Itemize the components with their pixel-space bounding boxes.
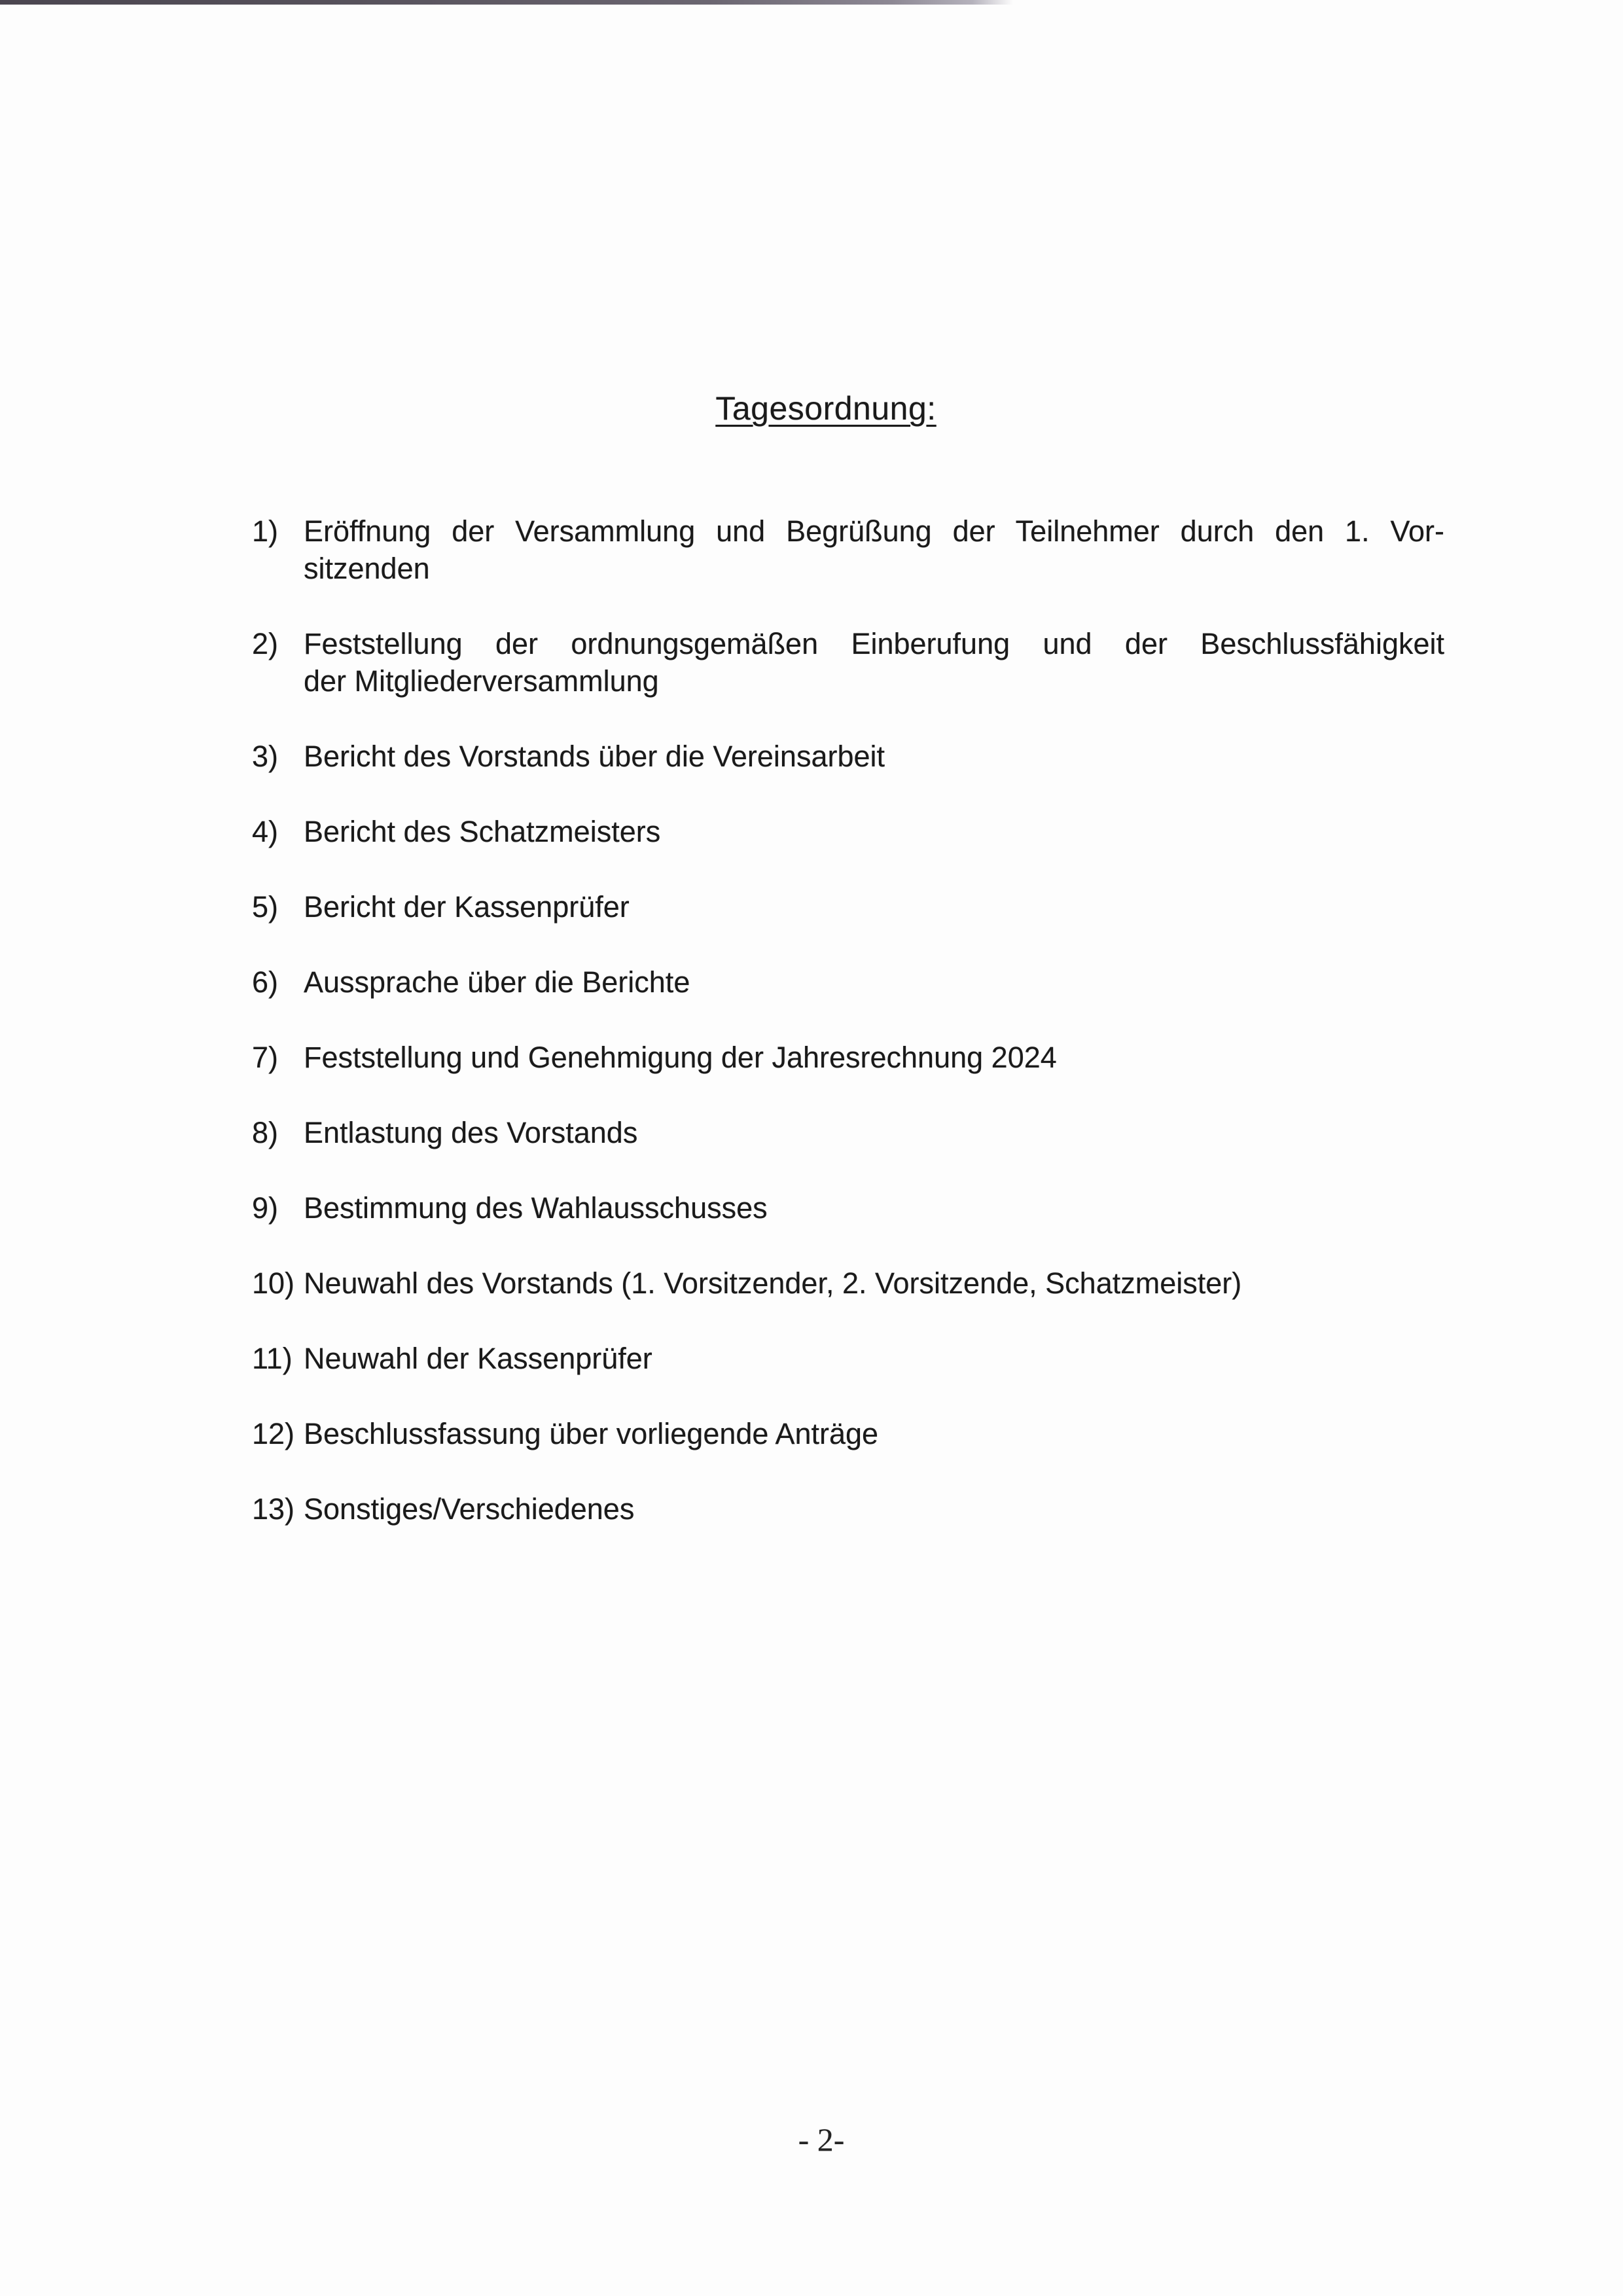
agenda-item <box>252 738 1444 775</box>
agenda-item-line: Entlastung des Vorstands <box>304 1116 638 1149</box>
agenda-item-line: der Mitgliederversammlung <box>304 664 659 698</box>
agenda-item-text <box>304 1265 1444 1302</box>
agenda-item-text <box>304 1340 1444 1377</box>
agenda-item-line: Aussprache über die Berichte <box>304 965 690 999</box>
agenda-item-text <box>304 1189 1444 1227</box>
agenda-item-line: Bericht der Kassenprüfer <box>304 890 630 924</box>
agenda-item-text <box>304 888 1444 925</box>
agenda-item-text <box>304 1415 1444 1452</box>
agenda-item-text <box>304 1039 1444 1076</box>
agenda-item-line: Feststellung und Genehmigung der Jahresrechnung 2024 <box>304 1041 1057 1074</box>
agenda-item-line: Neuwahl des Vorstands (1. Vorsitzender, 2. Vorsitzende, Schatzmeister) <box>304 1266 1242 1300</box>
agenda-item-number: 13) <box>252 1492 295 1526</box>
agenda-item-number: 11) <box>252 1342 293 1375</box>
page-number: - 2- <box>798 2121 845 2158</box>
agenda-list <box>252 512 1444 1566</box>
agenda-item <box>252 1490 1444 1528</box>
agenda-item-number: 1) <box>252 514 279 548</box>
agenda-item-number: 4) <box>252 815 279 848</box>
agenda-item <box>252 963 1444 1001</box>
agenda-item-line: Neuwahl der Kassenprüfer <box>304 1342 652 1375</box>
agenda-item <box>252 1415 1444 1452</box>
agenda-item-number: 3) <box>252 740 279 773</box>
page-title-text: Tagesordnung: <box>715 390 936 427</box>
page-title <box>0 389 1623 428</box>
agenda-item-line: Bestimmung des Wahlausschusses <box>304 1191 768 1225</box>
agenda-item-text <box>304 1114 1444 1151</box>
agenda-item <box>252 512 1444 587</box>
agenda-item-number: 9) <box>252 1191 279 1225</box>
agenda-item-line: Bericht des Vorstands über die Vereinsarbeit <box>304 740 885 773</box>
agenda-item-number: 5) <box>252 890 279 924</box>
agenda-item <box>252 1039 1444 1076</box>
agenda-item-number: 8) <box>252 1116 279 1149</box>
agenda-item <box>252 888 1444 925</box>
agenda-item <box>252 1189 1444 1227</box>
agenda-item-number: 7) <box>252 1041 279 1074</box>
agenda-item <box>252 1114 1444 1151</box>
agenda-item-text <box>304 625 1444 700</box>
agenda-item <box>252 813 1444 850</box>
agenda-item-line: Bericht des Schatzmeisters <box>304 815 661 848</box>
scan-artifact-line <box>0 0 1013 5</box>
agenda-item-number: 10) <box>252 1266 295 1300</box>
agenda-item-line: Eröffnung der Versammlung und Begrüßung der Teilnehmer durch den 1. Vor- <box>304 514 1444 548</box>
agenda-item-text <box>304 512 1444 587</box>
agenda-item <box>252 1265 1444 1302</box>
agenda-item-text <box>304 963 1444 1001</box>
agenda-item <box>252 625 1444 700</box>
agenda-item-line: Sonstiges/Verschiedenes <box>304 1492 635 1526</box>
agenda-item <box>252 1340 1444 1377</box>
agenda-item-number: 6) <box>252 965 279 999</box>
agenda-item-text <box>304 738 1444 775</box>
agenda-item-text <box>304 1490 1444 1528</box>
agenda-item-line: Beschlussfassung über vorliegende Anträge <box>304 1417 879 1450</box>
agenda-item-line: sitzenden <box>304 552 430 585</box>
agenda-item-line: Feststellung der ordnungsgemäßen Einberufung und der Beschlussfähigkeit <box>304 627 1444 660</box>
agenda-item-number: 12) <box>252 1417 295 1450</box>
agenda-item-text <box>304 813 1444 850</box>
agenda-item-number: 2) <box>252 627 279 660</box>
